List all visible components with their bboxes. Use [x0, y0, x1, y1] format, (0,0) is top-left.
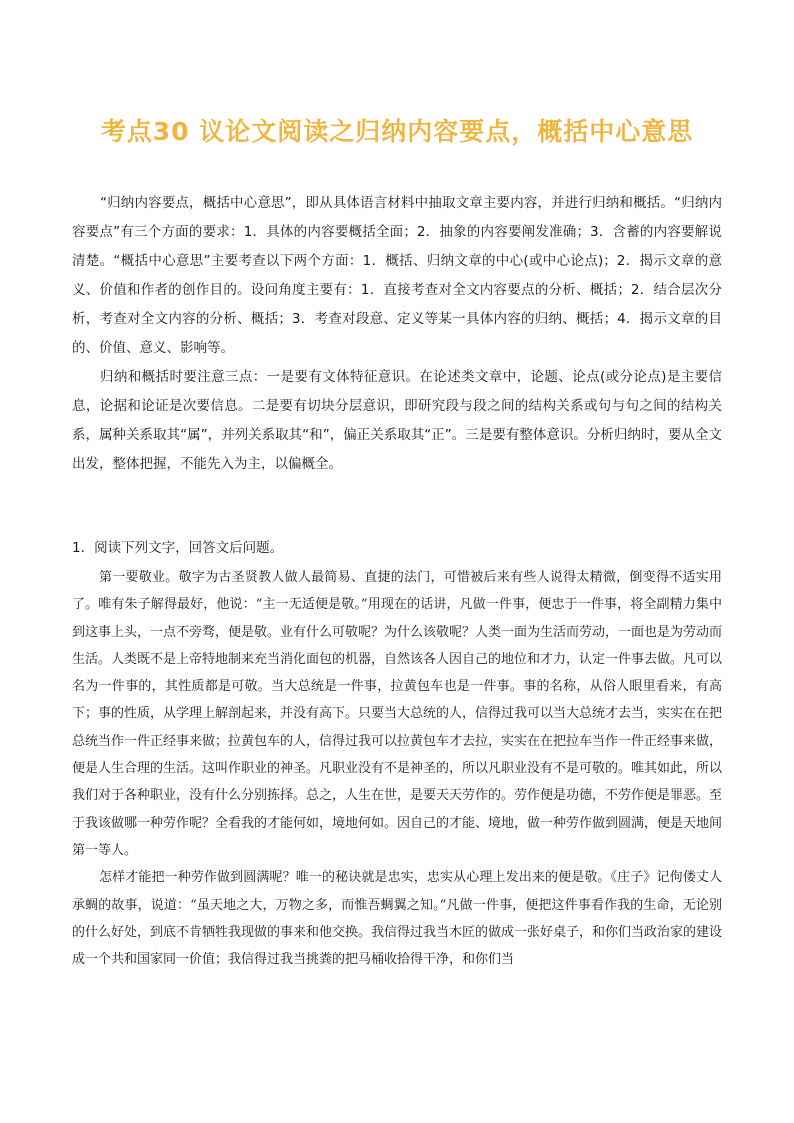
page-title: 考点30 议论文阅读之归纳内容要点，概括中心意思: [100, 117, 694, 146]
question-heading: 1．阅读下列文字，回答文后问题。: [72, 540, 284, 556]
reading-passage: [72, 564, 722, 973]
passage-paragraph: 第一要敬业。敬字为古圣贤教人做人最简易、直捷的法门，可惜被后来有些人说得太精微，倒变得不适实用了。唯有朱子解得最好，他说：“主一无适便是敬。”用现在的话讲，凡做一件事，便忠于一件事，将全副精力集中到这事上头，一点不旁骛，便是敬。业有什么可敬呢？为什么该敬呢？人类一面为生活而劳动，一面也是为劳动而生活。人类既不是上帝特地制来充当消化面包的机器，自然该各人因自己的地位和才力，认定一件事去做。凡可以名为一件事的，其性质都是可敬。当大总统是一件事，拉黄包车也是一件事。事的名称，从俗人眼里看来，有高下；事的性质，从学理上解剖起来，并没有高下。只要当大总统的人，信得过我可以当大总统才去当，实实在在把总统当作一件正经事来做；拉黄包车的人，信得过我可以拉黄包车才去拉，实实在在把拉车当作一件正经事来做，便是人生合理的生活。这叫作职业的神圣。凡职业没有不是神圣的，所以凡职业没有不是可敬的。唯其如此，所以我们对于各种职业，没有什么分别拣择。总之，人生在世，是要天天劳作的。劳作便是功德，不劳作便是罪恶。至于我该做哪一种劳作呢？全看我的才能何如，境地何如。因自己的才能、境地，做一种劳作做到圆满，便是天地间第一等人。: [72, 570, 723, 858]
intro-section: [72, 189, 722, 479]
passage-paragraph: 怎样才能把一种劳作做到圆满呢？唯一的秘诀就是忠实，忠实从心理上发出来的便是敬。《庄子》记佝偻丈人承蜩的故事，说道：“虽天地之大，万物之多，而惟吾蜩翼之知。”凡做一件事，便把这件事看作我的生命，无论别的什么好处，到底不肯牺牲我现做的事来和他交换。我信得过我当木匠的做成一张好桌子，和你们当政治家的建设成一个共和国家同一价值；我信得过我当挑粪的把马桶收拾得干净，和你们当: [72, 870, 723, 968]
intro-paragraph: “归纳内容要点，概括中心意思”，即从具体语言材料中抽取文章主要内容，并进行归纳和概括。“归纳内容要点”有三个方面的要求：1．具体的内容要概括全面；2．抽象的内容要阐发准确；3．含蓄的内容要解说清楚。“概括中心意思”主要考查以下两个方面：1．概括、归纳文章的中心(或中心论点)；2．揭示文章的意义、价值和作者的创作目的。设问角度主要有：1．直接考查对全文内容要点的分析、概括；2．结合层次分析，考查对全文内容的分析、概括；3．考查对段意、定义等某一具体内容的归纳、概括；4．揭示文章的目的、价值、意义、影响等。: [72, 195, 722, 356]
intro-paragraph: 归纳和概括时要注意三点：一是要有文体特征意识。在论述类文章中，论题、论点(或分论点)是主要信息，论据和论证是次要信息。二是要有切块分层意识，即研究段与段之间的结构关系或句与句之间的结构关系，属种关系取其“属”，并列关系取其“和”，偏正关系取其“正”。三是要有整体意识。分析归纳时，要从全文出发，整体把握，不能先入为主，以偏概全。: [72, 369, 722, 472]
